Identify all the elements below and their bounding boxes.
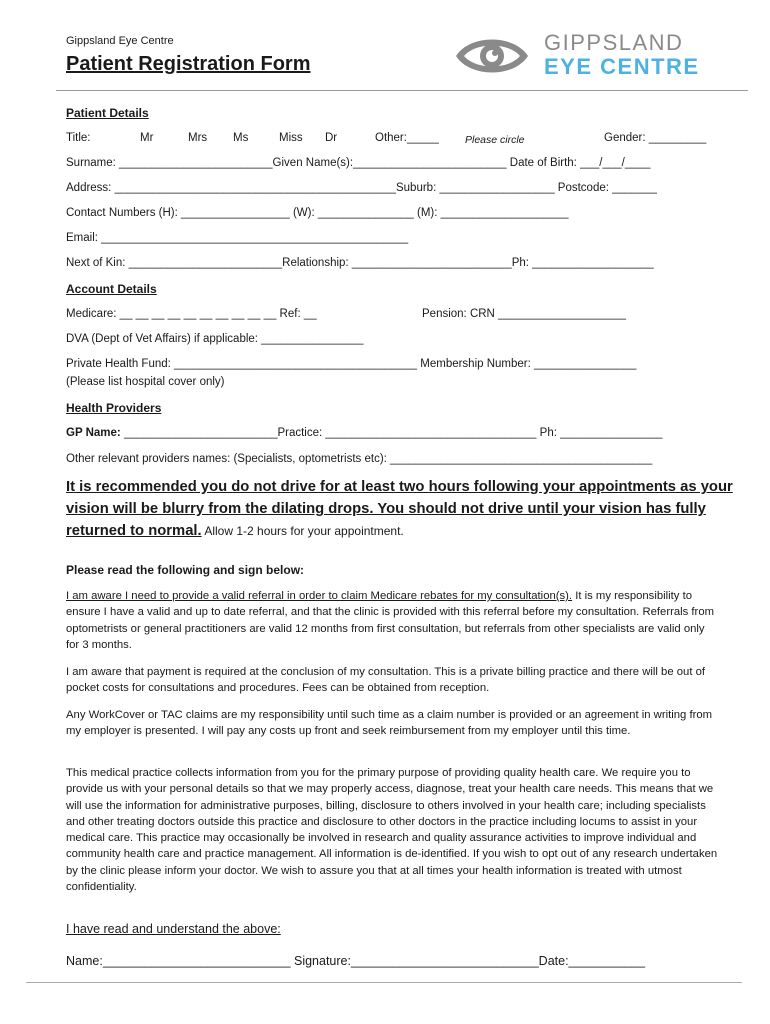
clinic-logo — [452, 30, 722, 82]
gp-name-label: GP Name: — [66, 427, 121, 439]
section-heading-health-providers: Health Providers — [66, 401, 162, 415]
consent-paragraph-workcover: Any WorkCover or TAC claims are my responsibility until such time as a claim number is provided or an agreement in writing from my employer is presented. I will pay any costs up front and seek reimbursement from my employer until this time. — [66, 709, 713, 738]
appointment-duration-note: Allow 1-2 hours for your appointment. — [201, 524, 404, 538]
gender-field[interactable]: Gender: _________ — [604, 132, 707, 144]
health-fund-field[interactable]: Private Health Fund: ______________________________________ Membership Number: ________________ — [66, 358, 637, 370]
consent-paragraph-payment: I am aware that payment is required at the conclusion of my consultation. This is a private billing practice and there will be out of pocket costs for consultations and procedures. Fees can be obtained from reception. — [66, 666, 706, 695]
title-option-miss[interactable]: Miss — [279, 132, 303, 144]
driving-warning-bold: It is recommended you do not drive for at least two hours following your appointments as your vision will be blurry from the dilating drops. You should not drive until your vision has fully returned to normal. — [66, 479, 733, 539]
pension-field[interactable]: Pension: CRN ____________________ — [422, 308, 626, 320]
please-circle-note: Please circle — [465, 134, 525, 146]
logo-text-top: GIPPSLAND — [544, 30, 684, 55]
consent-paragraph-referral — [66, 588, 720, 653]
referral-rest-text: It is my responsibility to ensure I have a valid and up to date referral, and that the clinic is provided with this referral before my consultation. Referrals from optometrists or general practitioners are valid 12 months from first consultation, but referrals from other specialists are valid only for 3 months. — [66, 590, 715, 651]
title-option-mrs[interactable]: Mrs — [188, 132, 208, 144]
next-of-kin-line[interactable]: Next of Kin: ________________________Relationship: _________________________Ph: ___________________ — [66, 257, 654, 269]
driving-warning — [66, 476, 736, 542]
dva-field[interactable]: DVA (Dept of Vet Affairs) if applicable: ________________ — [66, 333, 364, 345]
consent-heading: Please read the following and sign below: — [66, 563, 305, 577]
gp-practice-fields[interactable]: ________________________Practice: _________________________________ Ph: ________________ — [120, 427, 663, 439]
consent-paragraph-privacy: This medical practice collects information from you for the primary purpose of providing quality health care. We require you to provide us with your personal details so that we may properly access, diagnose, treat your health care needs. This means that we will use the information for administrative purposes, billing, disclosure to others involved in your health care; including specialists and other treating doctors outside this practice and disclosure to other doctors in the practice including locums to assist in your medical care. This practice may occasionally be involved in research and quality assurance activities to improve individual and community health care and practice management. All information is de-identified. If you wish to opt out of any research undertaken by the clinic please inform your doctor. We wish to assure you that at all times your health information is treated with utmost confidentiality. — [66, 767, 718, 894]
eye-icon — [452, 30, 532, 82]
name-dob-line[interactable]: Surname: ________________________Given Name(s):________________________ Date of Birth: ___/___/____ — [66, 157, 651, 169]
section-heading-account-details: Account Details — [66, 282, 157, 296]
title-other-field[interactable]: Other:_____ — [375, 132, 439, 144]
title-option-ms[interactable]: Ms — [233, 132, 249, 144]
logo-text-bottom: EYE CENTRE — [544, 54, 700, 79]
title-option-mr[interactable]: Mr — [140, 132, 154, 144]
clinic-name: Gippsland Eye Centre — [66, 35, 174, 47]
signature-line[interactable]: Name:___________________________ Signature:___________________________Date:___________ — [66, 954, 646, 968]
header-divider — [56, 90, 748, 91]
section-heading-patient-details: Patient Details — [66, 106, 149, 120]
other-providers-line[interactable]: Other relevant providers names: (Specialists, optometrists etc): _________________________________________ — [66, 453, 653, 465]
email-line[interactable]: Email: ________________________________________________ — [66, 232, 409, 244]
referral-underlined-text: I am aware I need to provide a valid referral in order to claim Medicare rebates for my consultation(s). — [66, 590, 573, 602]
gp-line[interactable] — [66, 427, 662, 439]
contact-numbers-line[interactable]: Contact Numbers (H): _________________ (W): _______________ (M): ____________________ — [66, 207, 569, 219]
title-label: Title: — [66, 132, 91, 144]
form-title: Patient Registration Form — [66, 53, 311, 75]
footer-divider — [26, 982, 742, 983]
read-and-understand-line: I have read and understand the above: — [66, 922, 281, 936]
title-option-dr[interactable]: Dr — [325, 132, 338, 144]
health-fund-note: (Please list hospital cover only) — [66, 376, 225, 388]
medicare-field[interactable]: Medicare: __ __ __ __ __ __ __ __ __ __ Ref: __ — [66, 308, 317, 320]
address-line[interactable]: Address: ____________________________________________Suburb: __________________ Postcode: _______ — [66, 182, 657, 194]
